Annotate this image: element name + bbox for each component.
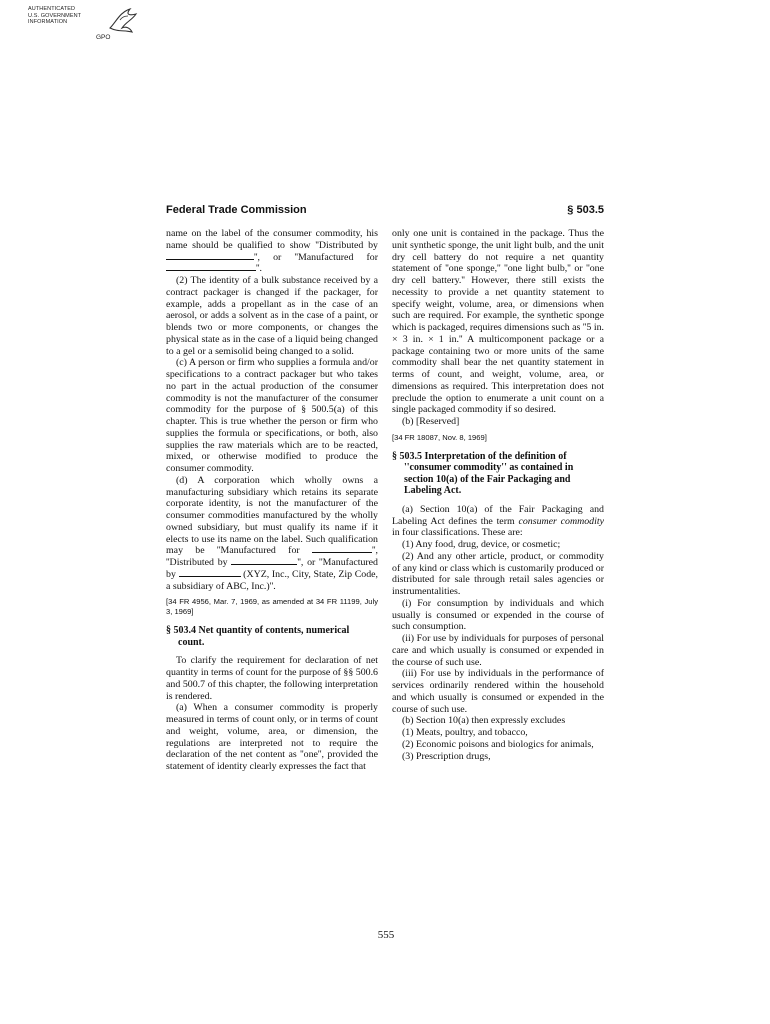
paragraph: (3) Prescription drugs, [402,750,491,762]
paragraph: (iii) For use by individuals in the performance of services ordinarily rendered within the household and which usually is consumed or expended in the course of such use. [392,668,604,715]
paragraph: (2) And any other article, product, or commodity of any kind or class which is customarily produced or distributed for sale through retail sales agencies or instrumentalities. [392,550,604,597]
text-run: '', ''Distributed by [166,545,378,568]
gpo-authentication-stamp [28,6,146,52]
paragraph: (b) Section 10(a) then expressly excludes [402,715,566,727]
paragraph [166,475,378,593]
text-run: (d) A corporation which wholly owns a manufacturing subsidiary which retains its separate corporate identity, is not the manufacturer of the consumer commodities manufactured by the wholly owned subsidiary, but must qualify its name if it elects to use its name on the label. Such qualification may be ''Manufactured for [166,474,378,557]
blank-line [179,570,241,577]
section-heading: § 503.4 Net quantity of contents, numerical count. [166,625,350,648]
blank-line [166,264,256,271]
stamp-line: INFORMATION [28,19,68,25]
paragraph: (i) For consumption by individuals and which usually is consumed or expended in the course of such consumption. [392,597,604,633]
paragraph: (2) Economic poisons and biologics for animals, [402,738,594,750]
paragraph: only one unit is contained in the package. Thus the unit synthetic sponge, the unit light bulb, and the unit dry cell battery do not require a net quantity statement of ''one sponge,'' ''one light bulb,'' or ''one dry cell battery.'' However, there still exists the necessity to provide a net quantity statement to specify weight, volume, area, or dimensions when such are required. For example, the synthetic sponge which is packaged, requires dimensions such as ''5 in. × 3 in. × 1 in.'' A multicomponent package or a package containing two or more units of the same commodity shall bear the net quantity statement in terms of count, and weight, volume, area, or dimensions as required. This interpretation does not preclude the option to enumerate a unit count on a single packaged commodity if so desired. [392,228,604,416]
citation: [34 FR 18087, Nov. 8, 1969] [392,432,487,442]
running-head [166,204,604,220]
paragraph: (1) Any food, drug, device, or cosmetic; [402,539,561,550]
paragraph [392,504,604,539]
paragraph: (1) Meats, poultry, and tobacco, [402,727,528,738]
text-run: '', or ''Manufactured by [166,557,378,580]
text-run: in four classifications. These are: [392,527,523,539]
stamp-line: AUTHENTICATED [28,6,76,12]
section-heading: § 503.5 Interpretation of the definition of ''consumer commodity'' as contained in section 10(a) of the Fair Packaging and Labeling Act. [392,450,574,497]
text-run: name on the label of the consumer commodity, his name should be qualified to show ''Distributed by [166,228,378,251]
blank-line [231,558,297,565]
paragraph [166,228,378,275]
gpo-label: GPO [96,34,111,41]
blank-line [166,253,254,260]
defined-term: consumer commodity [518,515,604,527]
page-number: 555 [377,929,395,941]
text-run: ''. [256,263,263,275]
eagle-seal-icon [106,6,140,36]
paragraph: (b) [Reserved] [402,416,460,427]
paragraph: (2) The identity of a bulk substance received by a contract packager is changed if the packager, for example, adds a propellant as in the case of an aerosol, or adds a solvent as in the case of a paint, or blends two or more components, or changes the physical state as in the case of a liquid being changed to a gel or a semisolid being changed to a solid. [166,275,378,357]
text-run: (a) Section 10(a) of the Fair Packaging and Labeling Act defines the term [392,503,604,527]
paragraph: (c) A person or firm who supplies a formula and/or specifications to a contract packager but who takes no part in the actual production of the consumer commodity is not the manufacturer of the consumer commodity for the purpose of § 500.5(a) of this chapter. This is true whether the person or firm who supplies the formula or specifications, or both, also supplies the raw materials which are to be reacted, mixed, or otherwise modified to produce the consumer commodity. [166,357,378,474]
stamp-line: U.S. GOVERNMENT [28,12,82,19]
left-column [166,228,378,773]
agency-title: Federal Trade Commission [166,204,307,216]
paragraph: To clarify the requirement for declaration of net quantity in terms of count for the purpose of §§ 500.6 and 500.7 of this chapter, the following interpretation is rendered. [166,655,378,702]
right-column [392,228,604,762]
text-run: (XYZ, Inc., City, State, Zip Code, a subsidiary of ABC, Inc.)''. [166,568,379,592]
section-marker: § 503.5 [567,204,604,216]
blank-line [312,546,372,553]
paragraph: (ii) For use by individuals for purposes of personal care and which usually is consumed or expended in the course of such use. [392,633,604,668]
text-run: '', or ''Manufactured for [254,251,378,263]
paragraph: (a) When a consumer commodity is properly measured in terms of count only, or in terms of count and weight, volume, area, or dimension, the regulations are interpreted not to require the declaration of the net content as ''one'', provided the statement of identity clearly expresses the fact that [166,702,378,772]
citation: [34 FR 4956, Mar. 7, 1969, as amended at 34 FR 11199, July 3, 1969] [166,597,378,617]
